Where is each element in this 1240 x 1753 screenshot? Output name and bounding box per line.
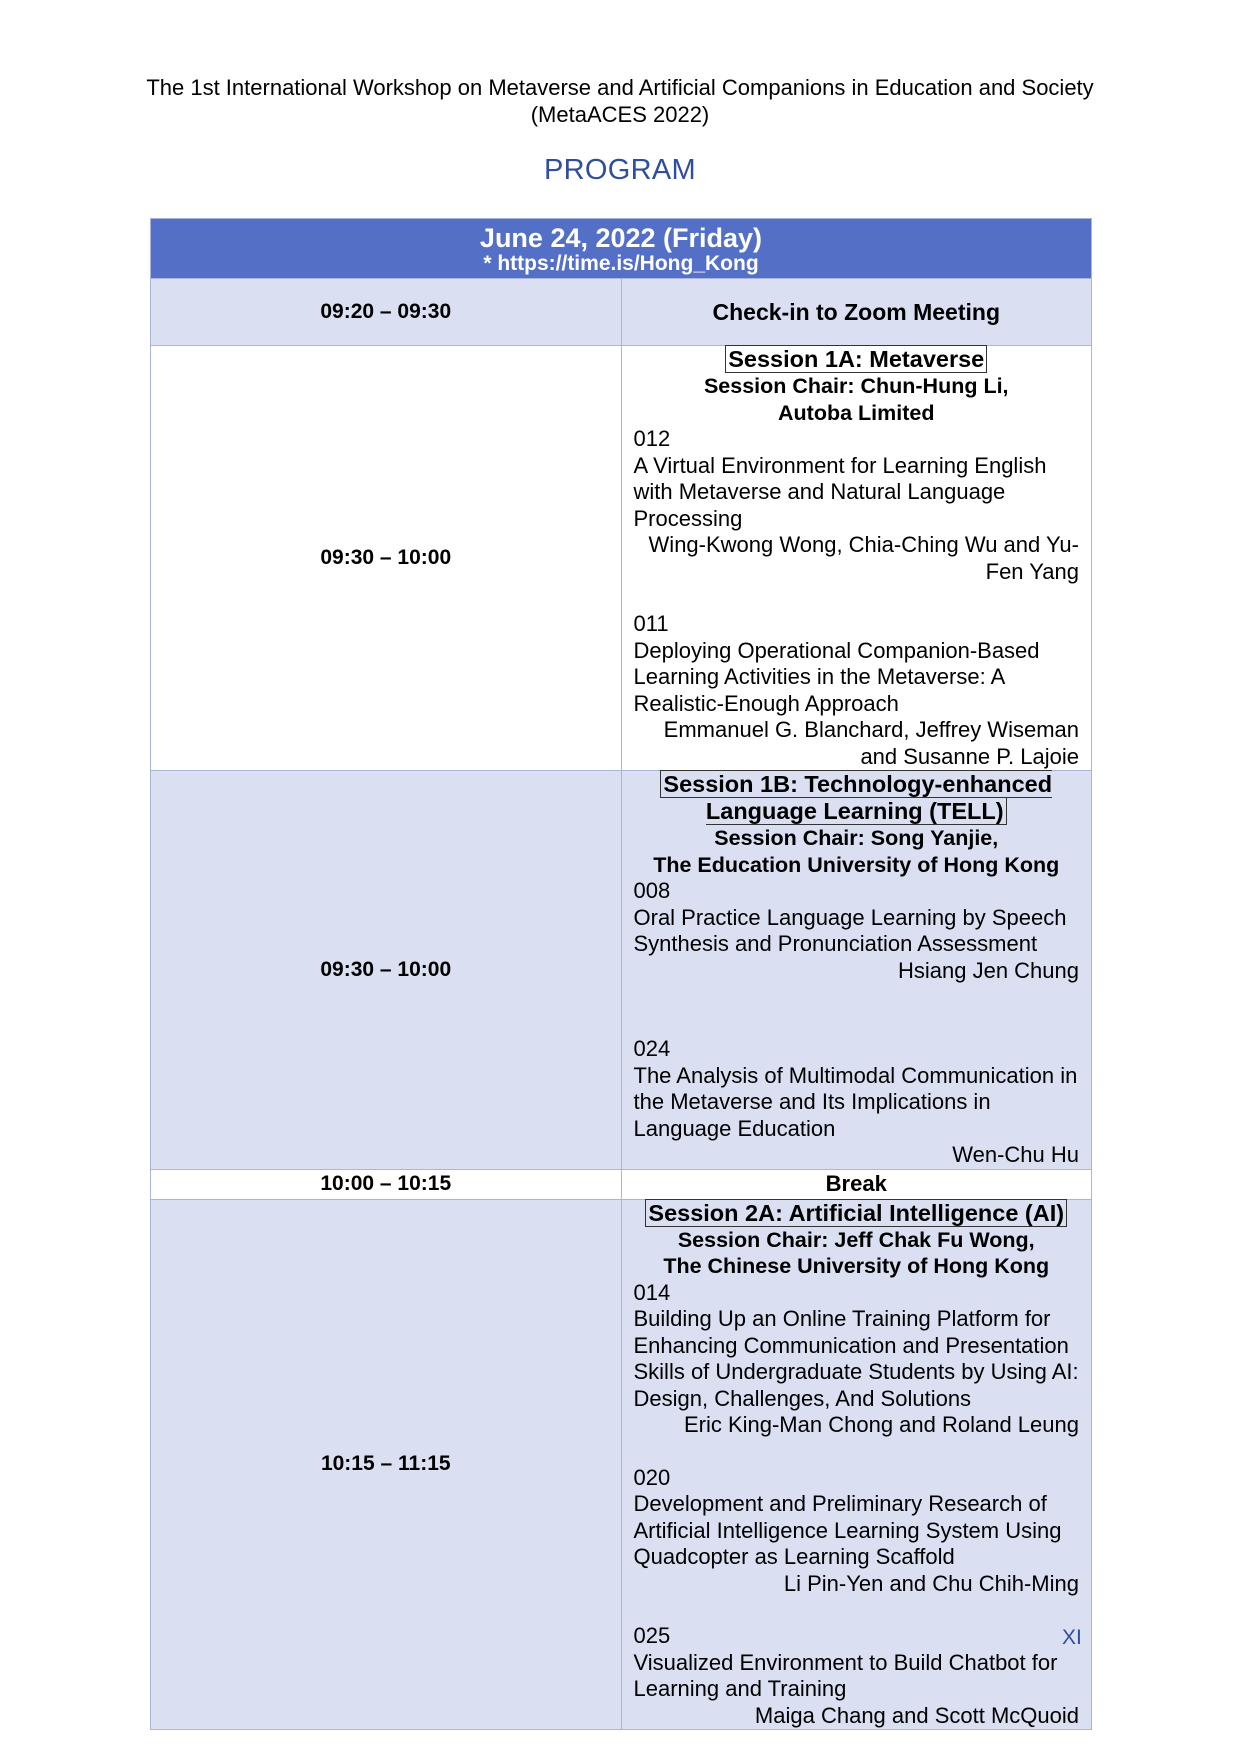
- timezone-link[interactable]: * https://time.is/Hong_Kong: [483, 251, 759, 275]
- paper-authors: Li Pin-Yen and Chu Chih-Ming: [783, 1570, 1079, 1596]
- session-2a-chair: Session Chair: Jeff Chak Fu Wong,: [677, 1227, 1035, 1252]
- day-date: June 24, 2022 (Friday): [479, 222, 763, 253]
- program-table: [150, 218, 1092, 1730]
- session-1a-time: 09:30 – 10:00: [151, 346, 622, 771]
- session-1b-time: 09:30 – 10:00: [151, 771, 622, 1170]
- day-header: [151, 219, 1092, 279]
- paper-id: 025: [633, 1623, 671, 1648]
- break-time: 10:00 – 10:15: [151, 1169, 622, 1199]
- session-2a-row: [151, 1199, 1092, 1730]
- paper-title: Deploying Operational Companion-Based Learning Activities in the Metaverse: A Realistic-Enough Approach: [633, 637, 1040, 716]
- paper-id: 011: [633, 611, 669, 636]
- session-1a-chair: Session Chair: Chun-Hung Li,: [703, 374, 1009, 398]
- paper-title: Development and Preliminary Research of Artificial Intelligence Learning System Using Quadcopter as Learning Scaffold: [633, 1491, 1062, 1569]
- session-1a-affiliation: Autoba Limited: [778, 400, 935, 425]
- workshop-title: [0, 74, 1240, 128]
- paper-id: 008: [633, 878, 671, 903]
- paper-authors: Emmanuel G. Blanchard, Jeffrey Wiseman and Susanne P. Lajoie: [663, 717, 1079, 769]
- paper-title: Visualized Environment to Build Chatbot for Learning and Training: [633, 1649, 1058, 1701]
- break-label: Break: [621, 1169, 1092, 1199]
- paper-title: Oral Practice Language Learning by Speech Synthesis and Pronunciation Assessment: [633, 904, 1067, 956]
- paper-authors: Wing-Kwong Wong, Chia-Ching Wu and Yu-Fen Yang: [648, 532, 1079, 584]
- session-1b-title: Session 1B: Technology-enhanced Language Learning (TELL): [634, 771, 1080, 825]
- paper-id: 012: [633, 426, 671, 451]
- session-1a-content: [621, 346, 1092, 771]
- paper-authors: Eric King-Man Chong and Roland Leung: [683, 1412, 1079, 1437]
- program-heading: PROGRAM: [544, 154, 696, 186]
- session-2a-time: 10:15 – 11:15: [151, 1199, 622, 1730]
- paper-id: 020: [633, 1464, 671, 1490]
- paper-authors: Wen-Chu Hu: [952, 1142, 1079, 1167]
- session-2a-content: [621, 1199, 1092, 1730]
- session-1b-affiliation: The Education University of Hong Kong: [653, 852, 1060, 877]
- session-2a-affiliation: The Chinese University of Hong Kong: [663, 1254, 1050, 1278]
- session-1b-chair: Session Chair: Song Yanjie,: [714, 826, 999, 850]
- workshop-title-line1: The 1st International Workshop on Metaverse and Artificial Companions in Education and Society: [146, 75, 1094, 100]
- paper-title: A Virtual Environment for Learning English with Metaverse and Natural Language Processing: [633, 452, 1047, 531]
- break-row: [151, 1169, 1092, 1199]
- session-1a-row: [151, 346, 1092, 771]
- checkin-row: [151, 279, 1092, 346]
- session-1b-row: [151, 771, 1092, 1170]
- session-2a-title: Session 2A: Artificial Intelligence (AI): [634, 1200, 1080, 1227]
- paper-id: 014: [633, 1279, 671, 1305]
- session-1b-content: [621, 771, 1092, 1170]
- workshop-title-line2: (MetaACES 2022): [530, 102, 710, 127]
- paper-title: Building Up an Online Training Platform for Enhancing Communication and Presentation Skills of Undergraduate Students by Using AI: Design, Challenges, And Solutions: [633, 1306, 1079, 1411]
- session-1a-title: Session 1A: Metaverse: [634, 346, 1080, 373]
- paper-id: 024: [633, 1036, 671, 1061]
- paper-title: The Analysis of Multimodal Communication in the Metaverse and Its Implications in Language Education: [633, 1062, 1078, 1141]
- checkin-time: 09:20 – 09:30: [151, 279, 622, 346]
- checkin-label: Check-in to Zoom Meeting: [621, 279, 1092, 346]
- paper-authors: Maiga Chang and Scott McQuoid: [754, 1702, 1079, 1728]
- paper-authors: Hsiang Jen Chung: [897, 957, 1079, 983]
- page-number: XI: [1062, 1626, 1082, 1649]
- day-header-row: [151, 219, 1092, 279]
